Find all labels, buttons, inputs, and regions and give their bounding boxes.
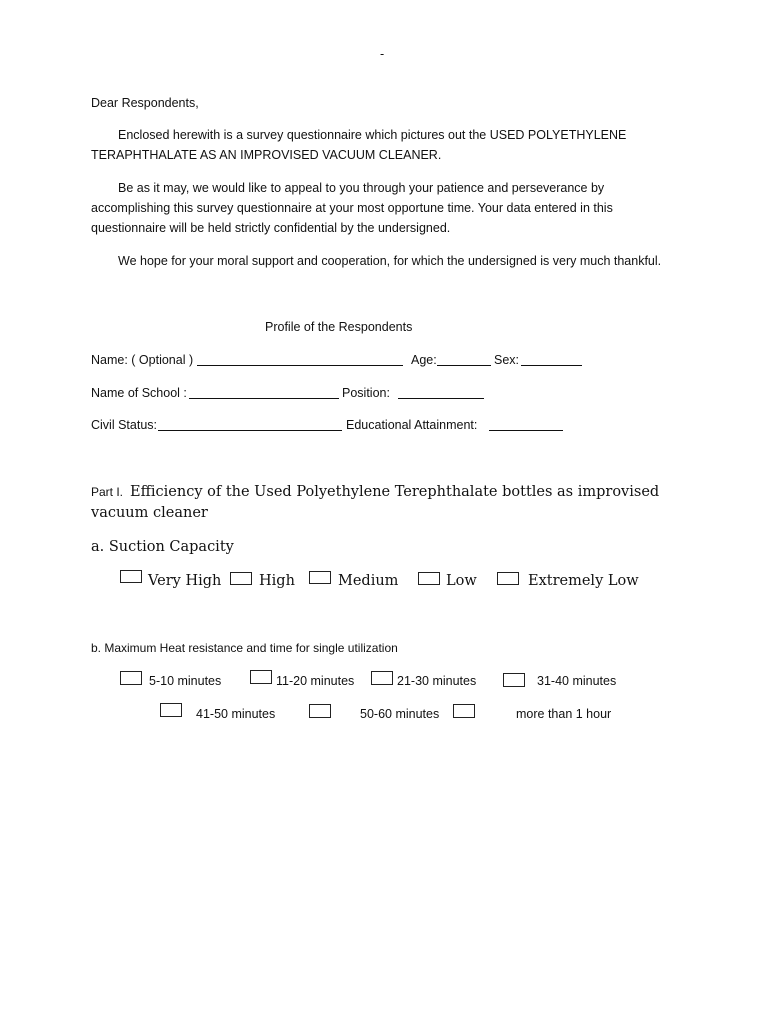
part-title-line-1: Efficiency of the Used Polyethylene Terephthalate bottles as improvised [130,484,660,500]
checkbox-21-30[interactable] [371,671,393,685]
option-high: High [259,573,295,589]
civil-status-field[interactable] [158,419,342,431]
page-mark: - [380,47,385,61]
education-field[interactable] [489,419,563,431]
option-50-60: 50-60 minutes [360,707,440,721]
checkbox-11-20[interactable] [250,670,272,684]
thanks-paragraph: We hope for your moral support and cooperation, for which the undersigned is very much thankful. [118,254,662,268]
checkbox-very-high[interactable] [120,570,142,583]
position-label: Position: [342,386,390,400]
option-11-20: 11-20 minutes [276,674,355,688]
sex-label: Sex: [494,353,520,367]
checkbox-5-10[interactable] [120,671,142,685]
appeal-paragraph-line-3: questionnaire will be held strictly confidential by the undersigned. [91,221,451,235]
profile-heading: Profile of the Respondents [265,320,413,334]
age-label: Age: [411,353,437,367]
checkbox-low[interactable] [418,572,440,585]
checkbox-medium[interactable] [309,571,331,584]
appeal-paragraph-line-2: accomplishing this survey questionnaire at your most opportune time. Your data entered in this [91,201,613,215]
sex-field[interactable] [521,354,582,366]
checkbox-50-60[interactable] [309,704,331,718]
school-label: Name of School : [91,386,187,400]
option-medium: Medium [338,573,399,589]
position-field[interactable] [398,387,484,399]
option-extremely-low: Extremely Low [528,573,639,589]
age-field[interactable] [437,354,491,366]
option-more-than-1-hour: more than 1 hour [516,707,612,721]
part-title-line-2: vacuum cleaner [91,505,208,521]
civil-status-label: Civil Status: [91,418,157,432]
option-low: Low [446,573,477,589]
name-field[interactable] [197,354,403,366]
school-field[interactable] [189,387,339,399]
checkbox-41-50[interactable] [160,703,182,717]
checkbox-more-than-1-hour[interactable] [453,704,475,718]
option-41-50: 41-50 minutes [196,707,276,721]
option-very-high: Very High [148,573,222,589]
option-5-10: 5-10 minutes [149,674,222,688]
section-a-title: a. Suction Capacity [91,539,234,555]
appeal-paragraph-line-1: Be as it may, we would like to appeal to you through your patience and perseverance by [118,181,605,195]
option-21-30: 21-30 minutes [397,674,477,688]
name-label: Name: ( Optional ) [91,353,194,367]
salutation: Dear Respondents, [91,96,199,110]
option-31-40: 31-40 minutes [537,674,617,688]
intro-paragraph-line-2: TERAPHTHALATE AS AN IMPROVISED VACUUM CLEANER. [91,148,442,162]
checkbox-high[interactable] [230,572,252,585]
checkbox-extremely-low[interactable] [497,572,519,585]
part-label: Part I. [91,485,124,499]
education-label: Educational Attainment: [346,418,478,432]
intro-paragraph-line-1: Enclosed herewith is a survey questionnaire which pictures out the USED POLYETHYLENE [118,128,627,142]
checkbox-31-40[interactable] [503,673,525,687]
section-b-title: b. Maximum Heat resistance and time for single utilization [91,641,398,655]
